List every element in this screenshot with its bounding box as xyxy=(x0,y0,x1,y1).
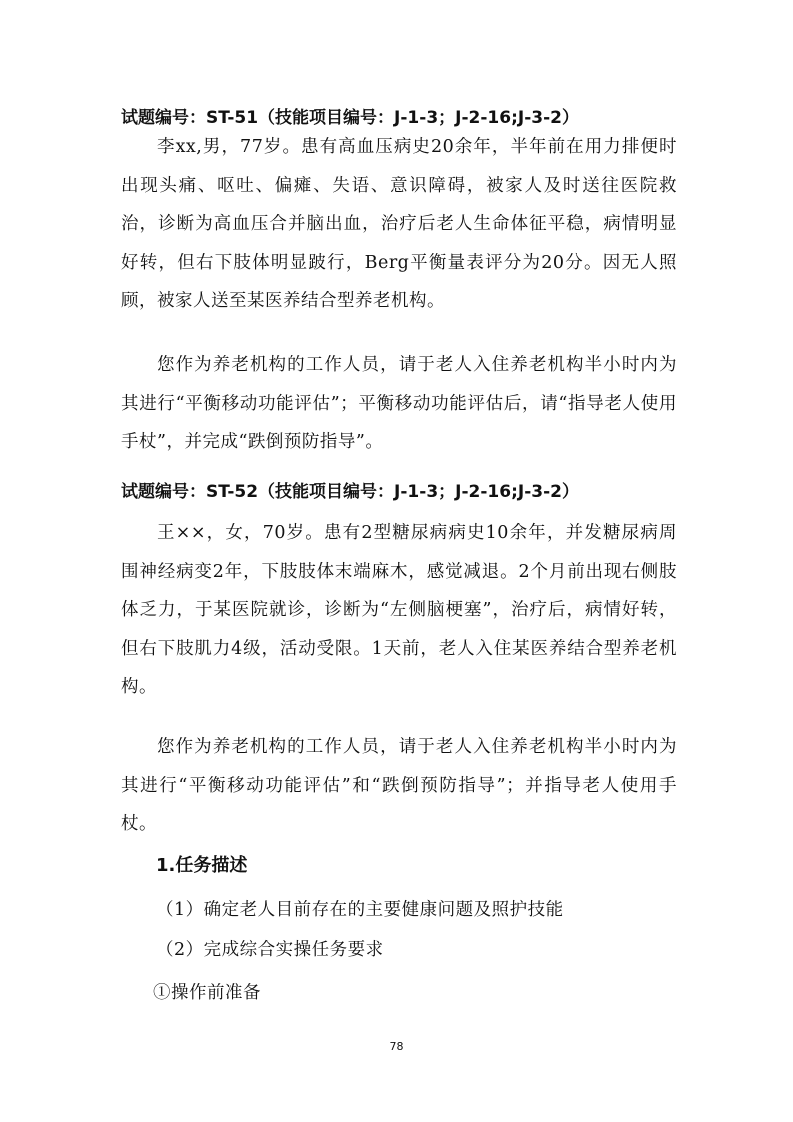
page-number: 78 xyxy=(389,1040,404,1053)
task-description-st51: 您作为养老机构的工作人员，请于老人入住养老机构半小时内为其进行“平衡移动功能评估”；平衡移动功能评估后，请“指导老人使用手杖”，并完成“跌倒预防指导”。 xyxy=(121,355,677,452)
task-description-st52: 您作为养老机构的工作人员，请于老人入住养老机构半小时内为其进行“平衡移动功能评估”和“跌倒预防指导”；并指导老人使用手杖。 xyxy=(121,737,677,834)
question-heading-st52: 试题编号：ST-52（技能项目编号：J-1-3；J-2-16;J-3-2） xyxy=(121,482,579,502)
case-description-st51: 李xx,男，77岁。患有高血压病史20余年，半年前在用力排便时出现头痛、呕吐、偏瘫、失语、意识障碍，被家人及时送往医院救治，诊断为高血压合并脑出血，治疗后老人生命体征平稳，病情明显好转，但右下肢体明显跛行，Berg平衡量表评分为20分。因无人照顾，被家人送至某医养结合型养老机构。 xyxy=(121,137,677,311)
question-heading-st51: 试题编号：ST-51（技能项目编号：J-1-3；J-2-16;J-3-2） xyxy=(121,108,579,128)
section-title: 1.任务描述 xyxy=(156,855,248,876)
list-item-1: （1）确定老人目前存在的主要健康问题及照护技能 xyxy=(156,900,564,920)
list-item-2: （2）完成综合实操任务要求 xyxy=(156,940,384,960)
list-item-3: ①操作前准备 xyxy=(153,983,261,1003)
case-description-st52: 王××，女，70岁。患有2型糖尿病病史10余年，并发糖尿病周围神经病变2年，下肢肢体末端麻木，感觉减退。2个月前出现右侧肢体乏力，于某医院就诊，诊断为“左侧脑梗塞”，治疗后，病情好转，但右下肢肌力4级，活动受限。1天前，老人入住某医养结合型养老机构。 xyxy=(121,523,677,697)
